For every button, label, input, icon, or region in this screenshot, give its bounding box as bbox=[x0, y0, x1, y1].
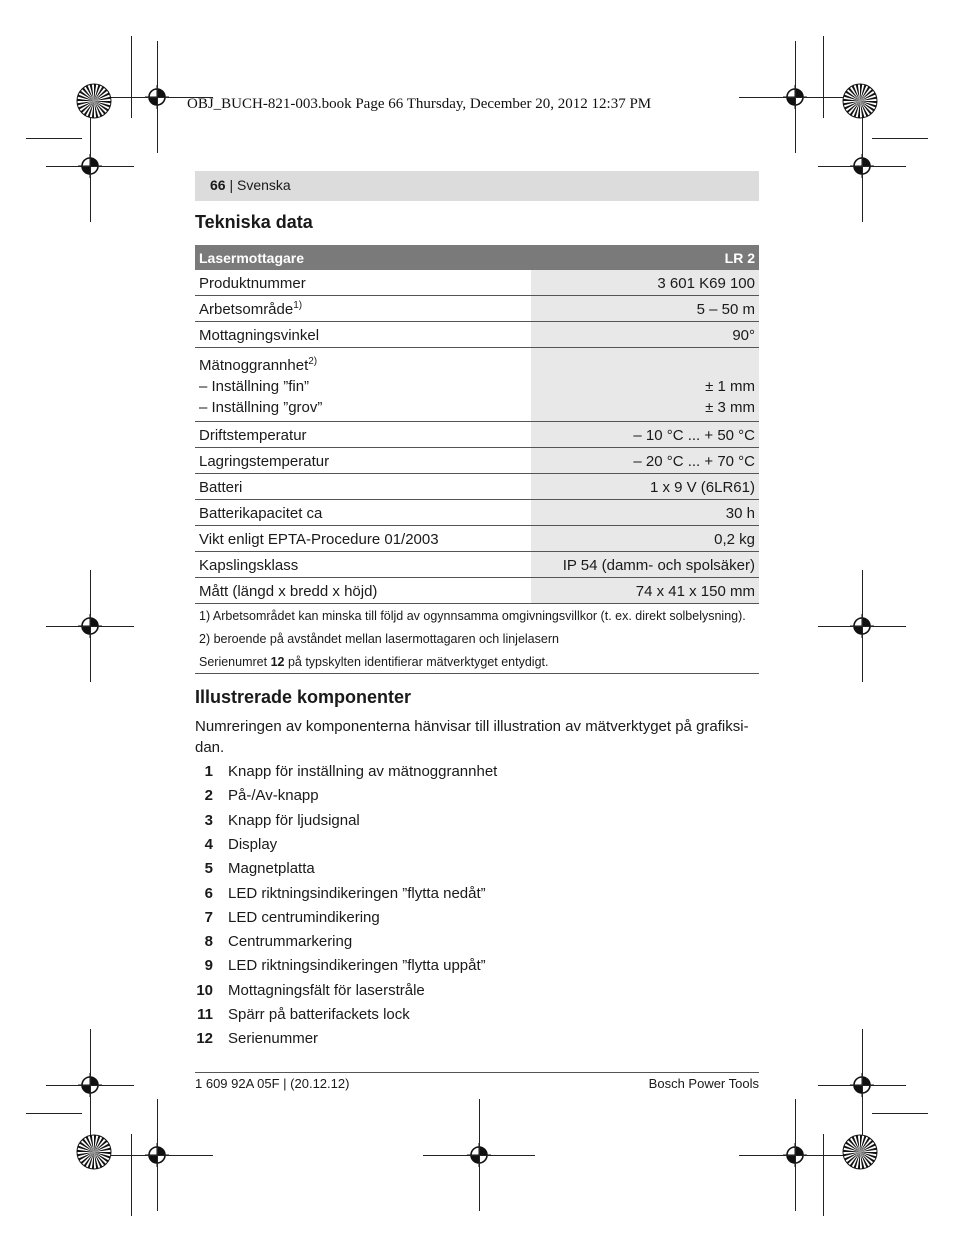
component-text: LED riktningsindikeringen ”flytta nedåt” bbox=[228, 884, 486, 902]
list-item bbox=[195, 1030, 759, 1054]
crop-mark bbox=[157, 41, 158, 153]
component-text: Display bbox=[228, 835, 278, 853]
spec-header-label: Lasermottagare bbox=[195, 245, 531, 270]
list-item bbox=[195, 885, 759, 909]
footnote-ref: 2) bbox=[308, 356, 318, 367]
page-header-text bbox=[210, 177, 291, 193]
spec-label: Mätnoggrannhet bbox=[199, 357, 309, 374]
spec-value: 3 601 K69 100 bbox=[531, 270, 760, 296]
intro-line: dan. bbox=[195, 739, 225, 756]
footnote-2: 2) beroende på avståndet mellan lasermottagaren och linjelasern bbox=[199, 632, 559, 646]
component-number: 5 bbox=[204, 860, 213, 878]
crop-mark bbox=[26, 138, 82, 139]
serial-note bbox=[195, 650, 759, 674]
components-intro bbox=[195, 716, 759, 758]
component-number: 1 bbox=[204, 763, 213, 780]
component-text: Centrummarkering bbox=[228, 933, 353, 951]
spec-table-header bbox=[195, 245, 759, 270]
list-item bbox=[195, 763, 759, 787]
spec-label: Produktnummer bbox=[195, 270, 531, 296]
spec-value: 74 x 41 x 150 mm bbox=[531, 578, 760, 604]
table-row bbox=[195, 552, 759, 578]
intro-line: Numreringen av komponenterna hänvisar till illustration av mätverktyget på grafiksi- bbox=[195, 718, 749, 735]
component-number: 6 bbox=[204, 884, 213, 902]
page-header-separator: | bbox=[225, 177, 237, 193]
spec-label: Batteri bbox=[195, 474, 531, 500]
crop-mark bbox=[90, 110, 91, 222]
spec-label-cell bbox=[195, 348, 531, 422]
component-text: LED riktningsindikeringen ”flytta uppåt” bbox=[228, 957, 486, 975]
crop-mark bbox=[862, 1029, 863, 1141]
table-row bbox=[195, 474, 759, 500]
table-row bbox=[195, 526, 759, 552]
component-text: LED centrumindikering bbox=[228, 908, 380, 926]
list-item bbox=[195, 982, 759, 1006]
crop-mark bbox=[479, 1099, 480, 1211]
list-item bbox=[195, 1006, 759, 1030]
page-header-bar bbox=[195, 171, 759, 201]
table-row bbox=[195, 322, 759, 348]
list-item bbox=[195, 836, 759, 860]
crop-mark bbox=[795, 41, 796, 153]
spec-label-line bbox=[199, 351, 526, 376]
component-number: 8 bbox=[204, 933, 213, 951]
serial-note-number: 12 bbox=[270, 655, 285, 669]
list-item bbox=[195, 957, 759, 981]
section-title-components: Illustrerade komponenter bbox=[195, 687, 412, 707]
footnote-ref: 1) bbox=[293, 300, 303, 311]
spec-value: 0,2 kg bbox=[531, 526, 760, 552]
component-text: Mottagningsfält för laserstråle bbox=[228, 981, 425, 999]
footer-right: Bosch Power Tools bbox=[648, 1076, 759, 1091]
table-row bbox=[195, 578, 759, 604]
crop-mark bbox=[823, 36, 824, 118]
component-number: 10 bbox=[196, 981, 213, 999]
component-text: Serienummer bbox=[228, 1030, 319, 1048]
star-target-icon bbox=[76, 1134, 112, 1170]
list-item bbox=[195, 787, 759, 811]
table-note-row bbox=[195, 627, 759, 650]
table-row bbox=[195, 500, 759, 526]
spec-sublabel: – Inställning ”fin” bbox=[199, 378, 310, 395]
spec-label: Driftstemperatur bbox=[195, 422, 531, 448]
spec-sublabel: – Inställning ”grov” bbox=[199, 399, 323, 416]
list-item bbox=[195, 812, 759, 836]
component-number: 4 bbox=[204, 835, 213, 853]
list-item bbox=[195, 860, 759, 884]
spec-value-cell bbox=[531, 348, 760, 422]
spec-value: – 20 °C ... + 70 °C bbox=[531, 448, 760, 474]
crop-mark bbox=[872, 1113, 928, 1114]
crop-mark bbox=[26, 1113, 82, 1114]
list-item bbox=[195, 933, 759, 957]
print-header-line: OBJ_BUCH-821-003.book Page 66 Thursday, December 20, 2012 12:37 PM bbox=[187, 96, 652, 112]
component-text: På-/Av-knapp bbox=[228, 787, 319, 805]
crop-mark bbox=[131, 1134, 132, 1216]
spec-value: IP 54 (damm- och spolsäker) bbox=[531, 552, 760, 578]
table-note-row bbox=[195, 650, 759, 674]
crop-mark bbox=[157, 1099, 158, 1211]
spec-value: – 10 °C ... + 50 °C bbox=[531, 422, 760, 448]
crop-mark bbox=[823, 1134, 824, 1216]
footnote-1: 1) Arbetsområdet kan minska till följd av ogynnsamma omgivningsvillkor (t. ex. direkt solbelysning). bbox=[199, 609, 746, 623]
crop-mark bbox=[131, 36, 132, 118]
table-row bbox=[195, 348, 759, 422]
spec-label: Lagringstemperatur bbox=[195, 448, 531, 474]
page-language: Svenska bbox=[237, 177, 291, 193]
component-text: Spärr på batterifackets lock bbox=[228, 1006, 410, 1023]
component-number: 7 bbox=[204, 908, 213, 926]
spec-label-cell bbox=[195, 296, 531, 322]
serial-note-prefix: Serienumret bbox=[199, 655, 271, 669]
table-row bbox=[195, 270, 759, 296]
spec-label: Kapslingsklass bbox=[195, 552, 531, 578]
spec-value: 5 – 50 m bbox=[531, 296, 760, 322]
spec-value: 1 x 9 V (6LR61) bbox=[531, 474, 760, 500]
spec-subvalue: ± 3 mm bbox=[705, 399, 755, 416]
component-text: Magnetplatta bbox=[228, 860, 315, 878]
crop-mark bbox=[872, 138, 928, 139]
table-row bbox=[195, 296, 759, 322]
crop-mark bbox=[90, 570, 91, 682]
component-number: 3 bbox=[204, 811, 213, 829]
table-row bbox=[195, 422, 759, 448]
star-target-icon bbox=[842, 83, 878, 119]
spec-label: Vikt enligt EPTA-Procedure 01/2003 bbox=[195, 526, 531, 552]
component-number: 9 bbox=[204, 957, 213, 975]
spec-value: 90° bbox=[531, 322, 760, 348]
spec-label: Arbetsområde bbox=[199, 301, 294, 318]
crop-mark bbox=[90, 1029, 91, 1141]
spec-value: 30 h bbox=[531, 500, 760, 526]
component-number: 2 bbox=[204, 787, 213, 805]
star-target-icon bbox=[76, 83, 112, 119]
list-item bbox=[195, 909, 759, 933]
page-number: 66 bbox=[210, 177, 226, 193]
spec-table bbox=[195, 245, 759, 674]
spec-label: Mått (längd x bredd x höjd) bbox=[195, 578, 531, 604]
star-target-icon bbox=[842, 1134, 878, 1170]
component-text: Knapp för ljudsignal bbox=[228, 811, 360, 829]
footer-divider bbox=[195, 1072, 759, 1073]
serial-note-suffix: på typskylten identifierar mätverktyget entydigt. bbox=[284, 655, 549, 669]
section-title-technical-data: Tekniska data bbox=[195, 212, 313, 232]
crop-mark bbox=[862, 110, 863, 222]
spec-subvalue: ± 1 mm bbox=[705, 378, 755, 395]
component-number: 12 bbox=[196, 1030, 213, 1048]
footer-left: 1 609 92A 05F | (20.12.12) bbox=[195, 1076, 350, 1091]
table-note-row bbox=[195, 604, 759, 628]
component-text: Knapp för inställning av mätnoggrannhet bbox=[228, 763, 498, 780]
crop-mark bbox=[862, 570, 863, 682]
crop-mark bbox=[795, 1099, 796, 1211]
table-row bbox=[195, 448, 759, 474]
component-number: 11 bbox=[197, 1006, 213, 1023]
spec-header-value: LR 2 bbox=[531, 245, 760, 270]
spec-label: Batterikapacitet ca bbox=[195, 500, 531, 526]
spec-label: Mottagningsvinkel bbox=[195, 322, 531, 348]
